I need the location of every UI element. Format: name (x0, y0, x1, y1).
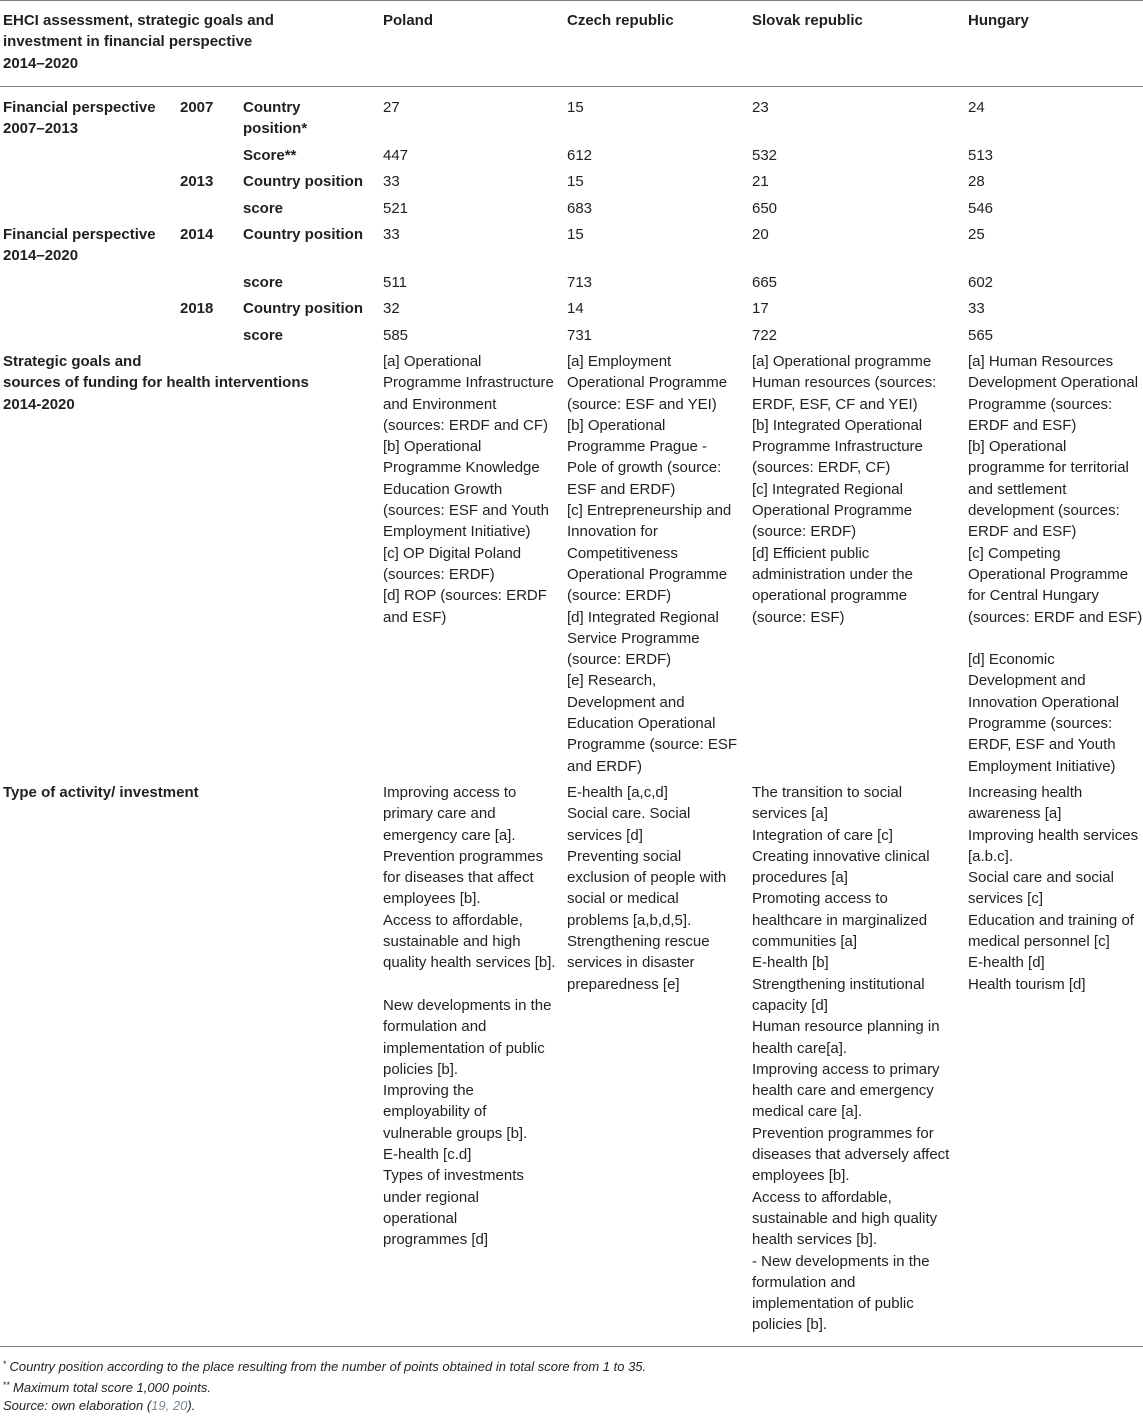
metric-label-score-2018: score (243, 327, 284, 344)
source-suffix: ). (187, 1398, 196, 1413)
metric-label-score-2007: Score** (243, 147, 297, 164)
activity-cell-slovak: The transition to social services [a] Integration of care [c] Creating innovative clinical procedures [a] Promoting access to healthcare in marginalized communities [a] E-health [b] Strengthening institutional capacity [d] Human resource planning in health care[a]. Improving access to primary health care and emergency medical care [a]. Prevention programmes for diseases that adversely affect employees [b]. Access to affordable, sustainable and high quality health services [b]. - New developments in the formulation and implementation of public policies [b]. (752, 784, 950, 1334)
value-score-2018-poland: 585 (383, 327, 409, 344)
value-score-2014-hungary: 602 (968, 274, 994, 291)
value-score-2014-poland: 511 (383, 274, 407, 291)
activity-cell-hungary: Increasing health awareness [a] Improving health services [a.b.c]. Social care and social services [c] Education and training of medical personnel [c] E-health [d] Health tourism [d] (968, 784, 1139, 993)
year-2018: 2018 (180, 300, 214, 317)
source-note (3, 1397, 195, 1414)
year-2014: 2014 (180, 226, 214, 243)
value-score-2013-czech: 683 (567, 200, 593, 217)
value-position-2014-slovak: 20 (752, 226, 769, 243)
value-score-2018-slovak: 722 (752, 327, 778, 344)
footnote-2 (3, 1377, 211, 1396)
value-position-2007-hungary: 24 (968, 99, 985, 116)
value-position-2018-slovak: 17 (752, 300, 769, 317)
value-score-2007-hungary: 513 (968, 147, 994, 164)
activity-cell-poland: Improving access to primary care and emergency care [a]. Prevention programmes for diseases that affect employees [b]. Access to affordable, sustainable and high quality health services [b]. New developments in the formulation and implementation of public policies [b]. Improving the employability of vulnerable groups [b]. E-health [c.d] Types of investments under regional operational programmes [d] (383, 784, 556, 1249)
table-bottom-rule (0, 1346, 1143, 1347)
value-score-2014-slovak: 665 (752, 274, 778, 291)
value-score-2013-poland: 521 (383, 200, 409, 217)
value-position-2013-hungary: 28 (968, 173, 985, 190)
column-header-poland: Poland (383, 12, 434, 29)
value-score-2013-hungary: 546 (968, 200, 994, 217)
footnote-1-text: Country position according to the place resulting from the number of points obtained in total score from 1 to 35. (9, 1359, 647, 1374)
value-position-2018-poland: 32 (383, 300, 400, 317)
value-score-2007-poland: 447 (383, 147, 409, 164)
year-2007: 2007 (180, 99, 214, 116)
header-corner: EHCI assessment, strategic goals and investment in financial perspective 2014–2020 (3, 12, 274, 72)
table-top-rule (0, 0, 1143, 1)
strategic-cell-czech: [a] Employment Operational Programme (source: ESF and YEI) [b] Operational Programme Prague - Pole of growth (source: ESF and ERDF) [c] Entrepreneurship and Innovation for Competitiveness Operational Programme (source: ERDF) [d] Integrated Regional Service Programme (source: ERDF) [e] Research, Development and Education Operational Programme (source: ESF and ERDF) (567, 353, 738, 775)
perspective-2014-2020: Financial perspective 2014–2020 (3, 226, 156, 265)
value-position-2018-czech: 14 (567, 300, 584, 317)
footnote-2-mark: ** (3, 1380, 11, 1390)
value-position-2013-poland: 33 (383, 173, 400, 190)
header-rule (0, 86, 1143, 87)
value-position-2014-czech: 15 (567, 226, 584, 243)
value-position-2014-hungary: 25 (968, 226, 985, 243)
metric-label-score-2013: score (243, 200, 284, 217)
footnote-1-mark: * (3, 1359, 7, 1369)
value-position-2007-slovak: 23 (752, 99, 769, 116)
source-prefix: Source: own elaboration ( (3, 1398, 152, 1413)
footnote-2-text: Maximum total score 1,000 points. (13, 1380, 211, 1395)
strategic-cell-poland: [a] Operational Programme Infrastructure and Environment (sources: ERDF and CF) [b] Operational Programme Knowledge Education Growth (sources: ESF and Youth Employment Initiative) [c] OP Digital Poland (sources: ERDF) [d] ROP (sources: ERDF and ESF) (383, 353, 554, 626)
strategic-cell-hungary: [a] Human Resources Development Operational Programme (sources: ERDF and ESF) [b] Operational programme for territorial and settlement development (sources: ERDF and ESF) [c] Competing Operational Programme for Central Hungary (sources: ERDF and ESF) [d] Economic Development and Innovation Operational Programme (sources: ERDF, ESF and Youth Employment Initiative) (968, 353, 1143, 775)
metric-label-position-2007: Country position* (243, 99, 308, 138)
value-position-2014-poland: 33 (383, 226, 400, 243)
value-position-2018-hungary: 33 (968, 300, 985, 317)
column-header-slovak: Slovak republic (752, 12, 863, 29)
value-score-2007-slovak: 532 (752, 147, 778, 164)
value-position-2007-czech: 15 (567, 99, 584, 116)
value-score-2014-czech: 713 (567, 274, 593, 291)
value-position-2013-slovak: 21 (752, 173, 769, 190)
metric-label-position-2018: Country position (243, 300, 363, 317)
value-position-2007-poland: 27 (383, 99, 400, 116)
year-2013: 2013 (180, 173, 214, 190)
activity-label: Type of activity/ investment (3, 784, 199, 801)
footnote-1 (3, 1356, 646, 1375)
activity-cell-czech: E-health [a,c,d] Social care. Social services [d] Preventing social exclusion of people with social or medical problems [a,b,d,5]. Strengthening rescue services in disaster preparedness [e] (567, 784, 727, 993)
metric-label-score-2014: score (243, 274, 284, 291)
source-refs-link[interactable]: 19, 20 (151, 1398, 188, 1413)
perspective-2007-2013: Financial perspective 2007–2013 (3, 99, 156, 138)
value-score-2018-hungary: 565 (968, 327, 994, 344)
column-header-hungary: Hungary (968, 12, 1029, 29)
value-score-2013-slovak: 650 (752, 200, 778, 217)
value-position-2013-czech: 15 (567, 173, 584, 190)
metric-label-position-2014: Country position (243, 226, 363, 243)
strategic-cell-slovak: [a] Operational programme Human resources (sources: ERDF, ESF, CF and YEI) [b] Integrated Operational Programme Infrastructure (sources: ERDF, CF) [c] Integrated Regional Operational Programme (source: ERDF) [d] Efficient public administration under the operational programme (source: ESF) (752, 353, 937, 626)
metric-label-position-2013: Country position (243, 173, 363, 190)
column-header-czech: Czech republic (567, 12, 674, 29)
value-score-2018-czech: 731 (567, 327, 593, 344)
value-score-2007-czech: 612 (567, 147, 593, 164)
strategic-goals-label: Strategic goals and sources of funding for health interventions 2014-2020 (3, 353, 309, 413)
